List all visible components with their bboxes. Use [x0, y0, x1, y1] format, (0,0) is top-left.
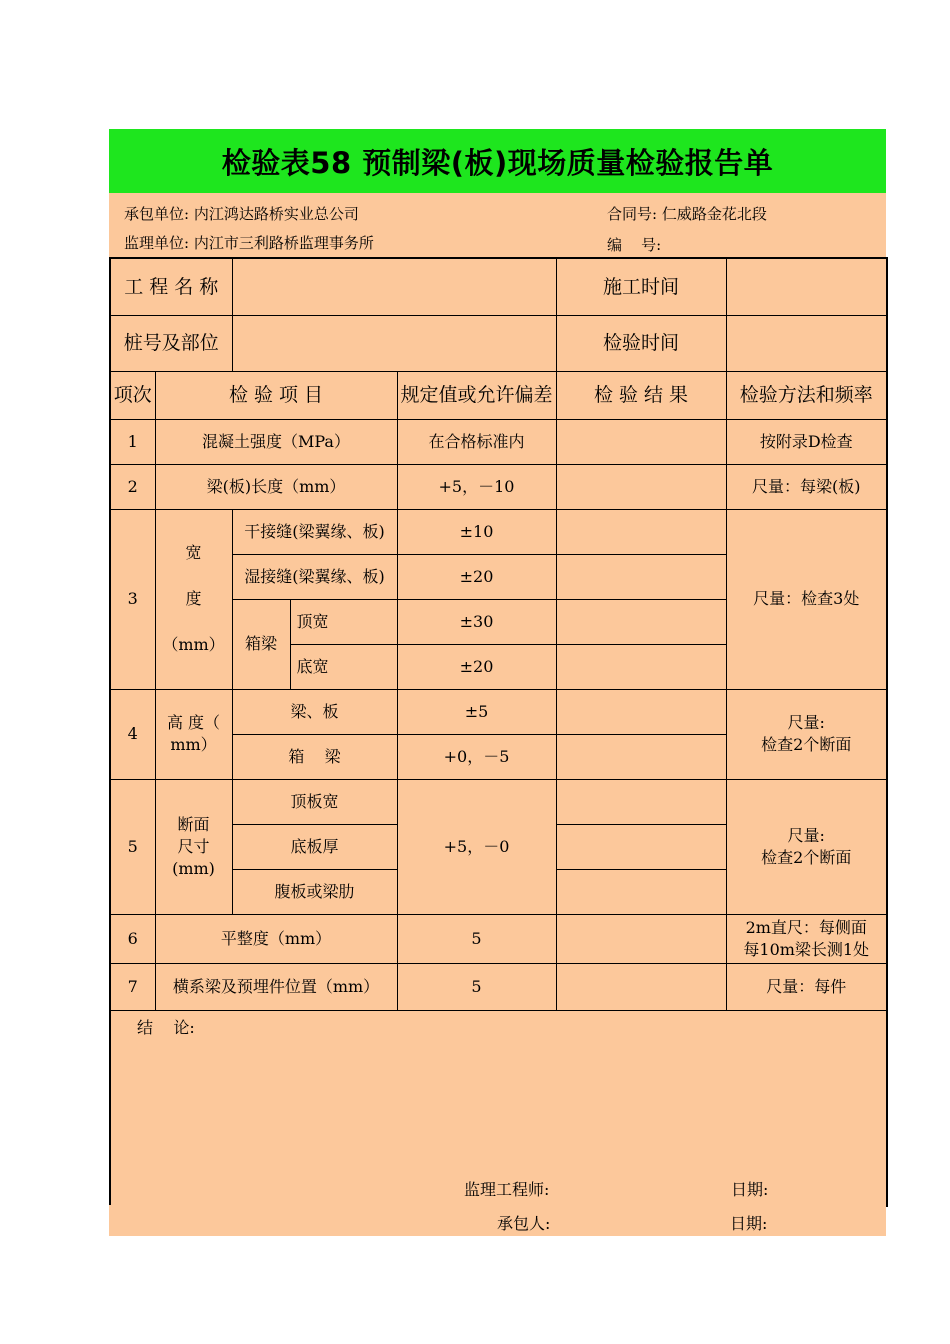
- report-title: 检验表58 预制梁(板)现场质量检验报告单: [221, 145, 774, 180]
- col-result: 检 验 结 果: [556, 371, 726, 419]
- bottom-width-spec: ±20: [397, 644, 556, 689]
- row-result-field[interactable]: [556, 509, 726, 554]
- height-group-label: [155, 689, 232, 779]
- row-no: 6: [111, 914, 155, 963]
- height-method-line2: 检查2个断面: [761, 735, 852, 754]
- box-spec: +0，－5: [397, 734, 556, 779]
- row-spec: 在合格标准内: [397, 419, 556, 464]
- web-rib-label: 腹板或梁肋: [232, 869, 397, 914]
- inspection-table: [111, 259, 886, 372]
- conclusion-field[interactable]: [111, 1035, 886, 1175]
- row-no: 5: [111, 779, 155, 914]
- report-title-bar: [109, 129, 886, 193]
- row-result-field[interactable]: [556, 644, 726, 689]
- row-result-field[interactable]: [556, 554, 726, 599]
- col-seq: 项次: [111, 371, 155, 419]
- row-result-field[interactable]: [556, 599, 726, 644]
- top-slab-width-label: 顶板宽: [232, 779, 397, 824]
- row-no: 2: [111, 464, 155, 509]
- contract-value: 仁威路金花北段: [661, 205, 767, 223]
- dry-joint-spec: ±10: [397, 509, 556, 554]
- section-group-line3: (mm): [172, 858, 215, 878]
- height-group-line1: 高 度（: [166, 713, 221, 732]
- dry-joint-label: 干接缝(梁翼缘、板): [232, 509, 397, 554]
- inspection-time-field[interactable]: [726, 315, 886, 371]
- row-spec: +5，－10: [397, 464, 556, 509]
- table-row: [111, 779, 886, 824]
- section-method-line1: 尺量:: [787, 825, 825, 845]
- col-item: 检 验 项 目: [155, 371, 397, 419]
- box-girder-label: 箱梁: [232, 599, 290, 689]
- flatness-method: [726, 914, 886, 963]
- row-result-field[interactable]: [556, 914, 726, 963]
- conclusion-area: [111, 1005, 886, 1205]
- row-result-field[interactable]: [556, 824, 726, 869]
- contract-label: 合同号:: [607, 205, 658, 223]
- items-table: [111, 371, 886, 1011]
- row-result-field[interactable]: [556, 869, 726, 914]
- number-label: 编 号:: [607, 236, 662, 254]
- section-method-line2: 检查2个断面: [761, 847, 852, 867]
- inspection-sheet: [109, 257, 888, 1207]
- row-item: 横系梁及预埋件位置（mm）: [155, 963, 397, 1010]
- beam-slab-spec: ±5: [397, 689, 556, 734]
- box-label: 箱 梁: [232, 734, 397, 779]
- section-spec: +5，－0: [397, 779, 556, 914]
- row-result-field[interactable]: [556, 419, 726, 464]
- row-method: 按附录D检查: [726, 419, 886, 464]
- supervisor-label: 监理单位:: [124, 234, 190, 252]
- table-row: [111, 689, 886, 734]
- table-row: [111, 963, 886, 1010]
- section-group-line1: 断面: [177, 814, 210, 834]
- engineer-label: 监理工程师:: [464, 1180, 550, 1199]
- col-spec: 规定值或允许偏差: [397, 371, 556, 419]
- station-row: [111, 315, 886, 371]
- section-method: [726, 779, 886, 914]
- flatness-method-line1: 2m直尺：每侧面: [745, 917, 867, 937]
- height-group-line2: mm）: [170, 735, 217, 754]
- width-group-line3: （mm）: [162, 635, 225, 654]
- table-row: [111, 419, 886, 464]
- report-footer: [109, 1205, 886, 1236]
- row-item: 混凝土强度（MPa）: [155, 419, 397, 464]
- construction-time-field[interactable]: [726, 259, 886, 315]
- top-width-label: 顶宽: [290, 599, 397, 644]
- station-label: 桩号及部位: [111, 315, 232, 371]
- contractor-value: 内江鸿达路桥实业总公司: [193, 205, 359, 223]
- footer-date-label: 日期:: [730, 1214, 768, 1233]
- table-row: [111, 914, 886, 963]
- conclusion-label: 结 论:: [137, 1018, 195, 1037]
- width-method: 尺量：检查3处: [726, 509, 886, 689]
- wet-joint-spec: ±20: [397, 554, 556, 599]
- row-result-field[interactable]: [556, 779, 726, 824]
- width-group-label: [155, 509, 232, 689]
- row-no: 3: [111, 509, 155, 689]
- row-spec: 5: [397, 963, 556, 1010]
- supervisor-line: [124, 232, 374, 253]
- row-spec: 5: [397, 914, 556, 963]
- section-group-label: [155, 779, 232, 914]
- row-method: 尺量：每件: [726, 963, 886, 1010]
- bottom-width-label: 底宽: [290, 644, 397, 689]
- table-row: [111, 509, 886, 554]
- flatness-method-line2: 每10m梁长测1处: [743, 939, 870, 959]
- col-method: 检验方法和频率: [726, 371, 886, 419]
- section-group-line2: 尺寸: [177, 836, 210, 856]
- bottom-slab-thick-label: 底板厚: [232, 824, 397, 869]
- height-method-line1: 尺量:: [787, 713, 825, 732]
- project-name-field[interactable]: [232, 259, 556, 315]
- contractor-person-label: 承包人:: [497, 1214, 551, 1233]
- row-item: 平整度（mm）: [155, 914, 397, 963]
- project-name-row: [111, 259, 886, 315]
- height-method: [726, 689, 886, 779]
- column-header-row: [111, 371, 886, 419]
- row-no: 7: [111, 963, 155, 1010]
- row-result-field[interactable]: [556, 734, 726, 779]
- wet-joint-label: 湿接缝(梁翼缘、板): [232, 554, 397, 599]
- width-group-line1: 宽: [185, 543, 202, 562]
- supervisor-value: 内江市三利路桥监理事务所: [193, 234, 374, 252]
- contractor-line: [124, 203, 359, 224]
- row-result-field[interactable]: [556, 963, 726, 1010]
- contractor-label: 承包单位:: [124, 205, 190, 223]
- project-name-label: 工 程 名 称: [111, 259, 232, 315]
- top-width-spec: ±30: [397, 599, 556, 644]
- row-result-field[interactable]: [556, 464, 726, 509]
- row-no: 1: [111, 419, 155, 464]
- inspection-time-label: 检验时间: [556, 315, 726, 371]
- table-row: [111, 464, 886, 509]
- engineer-date-label: 日期:: [731, 1180, 769, 1199]
- row-item: 梁(板)长度（mm）: [155, 464, 397, 509]
- row-method: 尺量：每梁(板): [726, 464, 886, 509]
- row-no: 4: [111, 689, 155, 779]
- width-group-line2: 度: [185, 589, 202, 608]
- beam-slab-label: 梁、板: [232, 689, 397, 734]
- report-header: [109, 193, 886, 258]
- row-result-field[interactable]: [556, 689, 726, 734]
- construction-time-label: 施工时间: [556, 259, 726, 315]
- contract-line: [607, 203, 767, 224]
- station-field[interactable]: [232, 315, 556, 371]
